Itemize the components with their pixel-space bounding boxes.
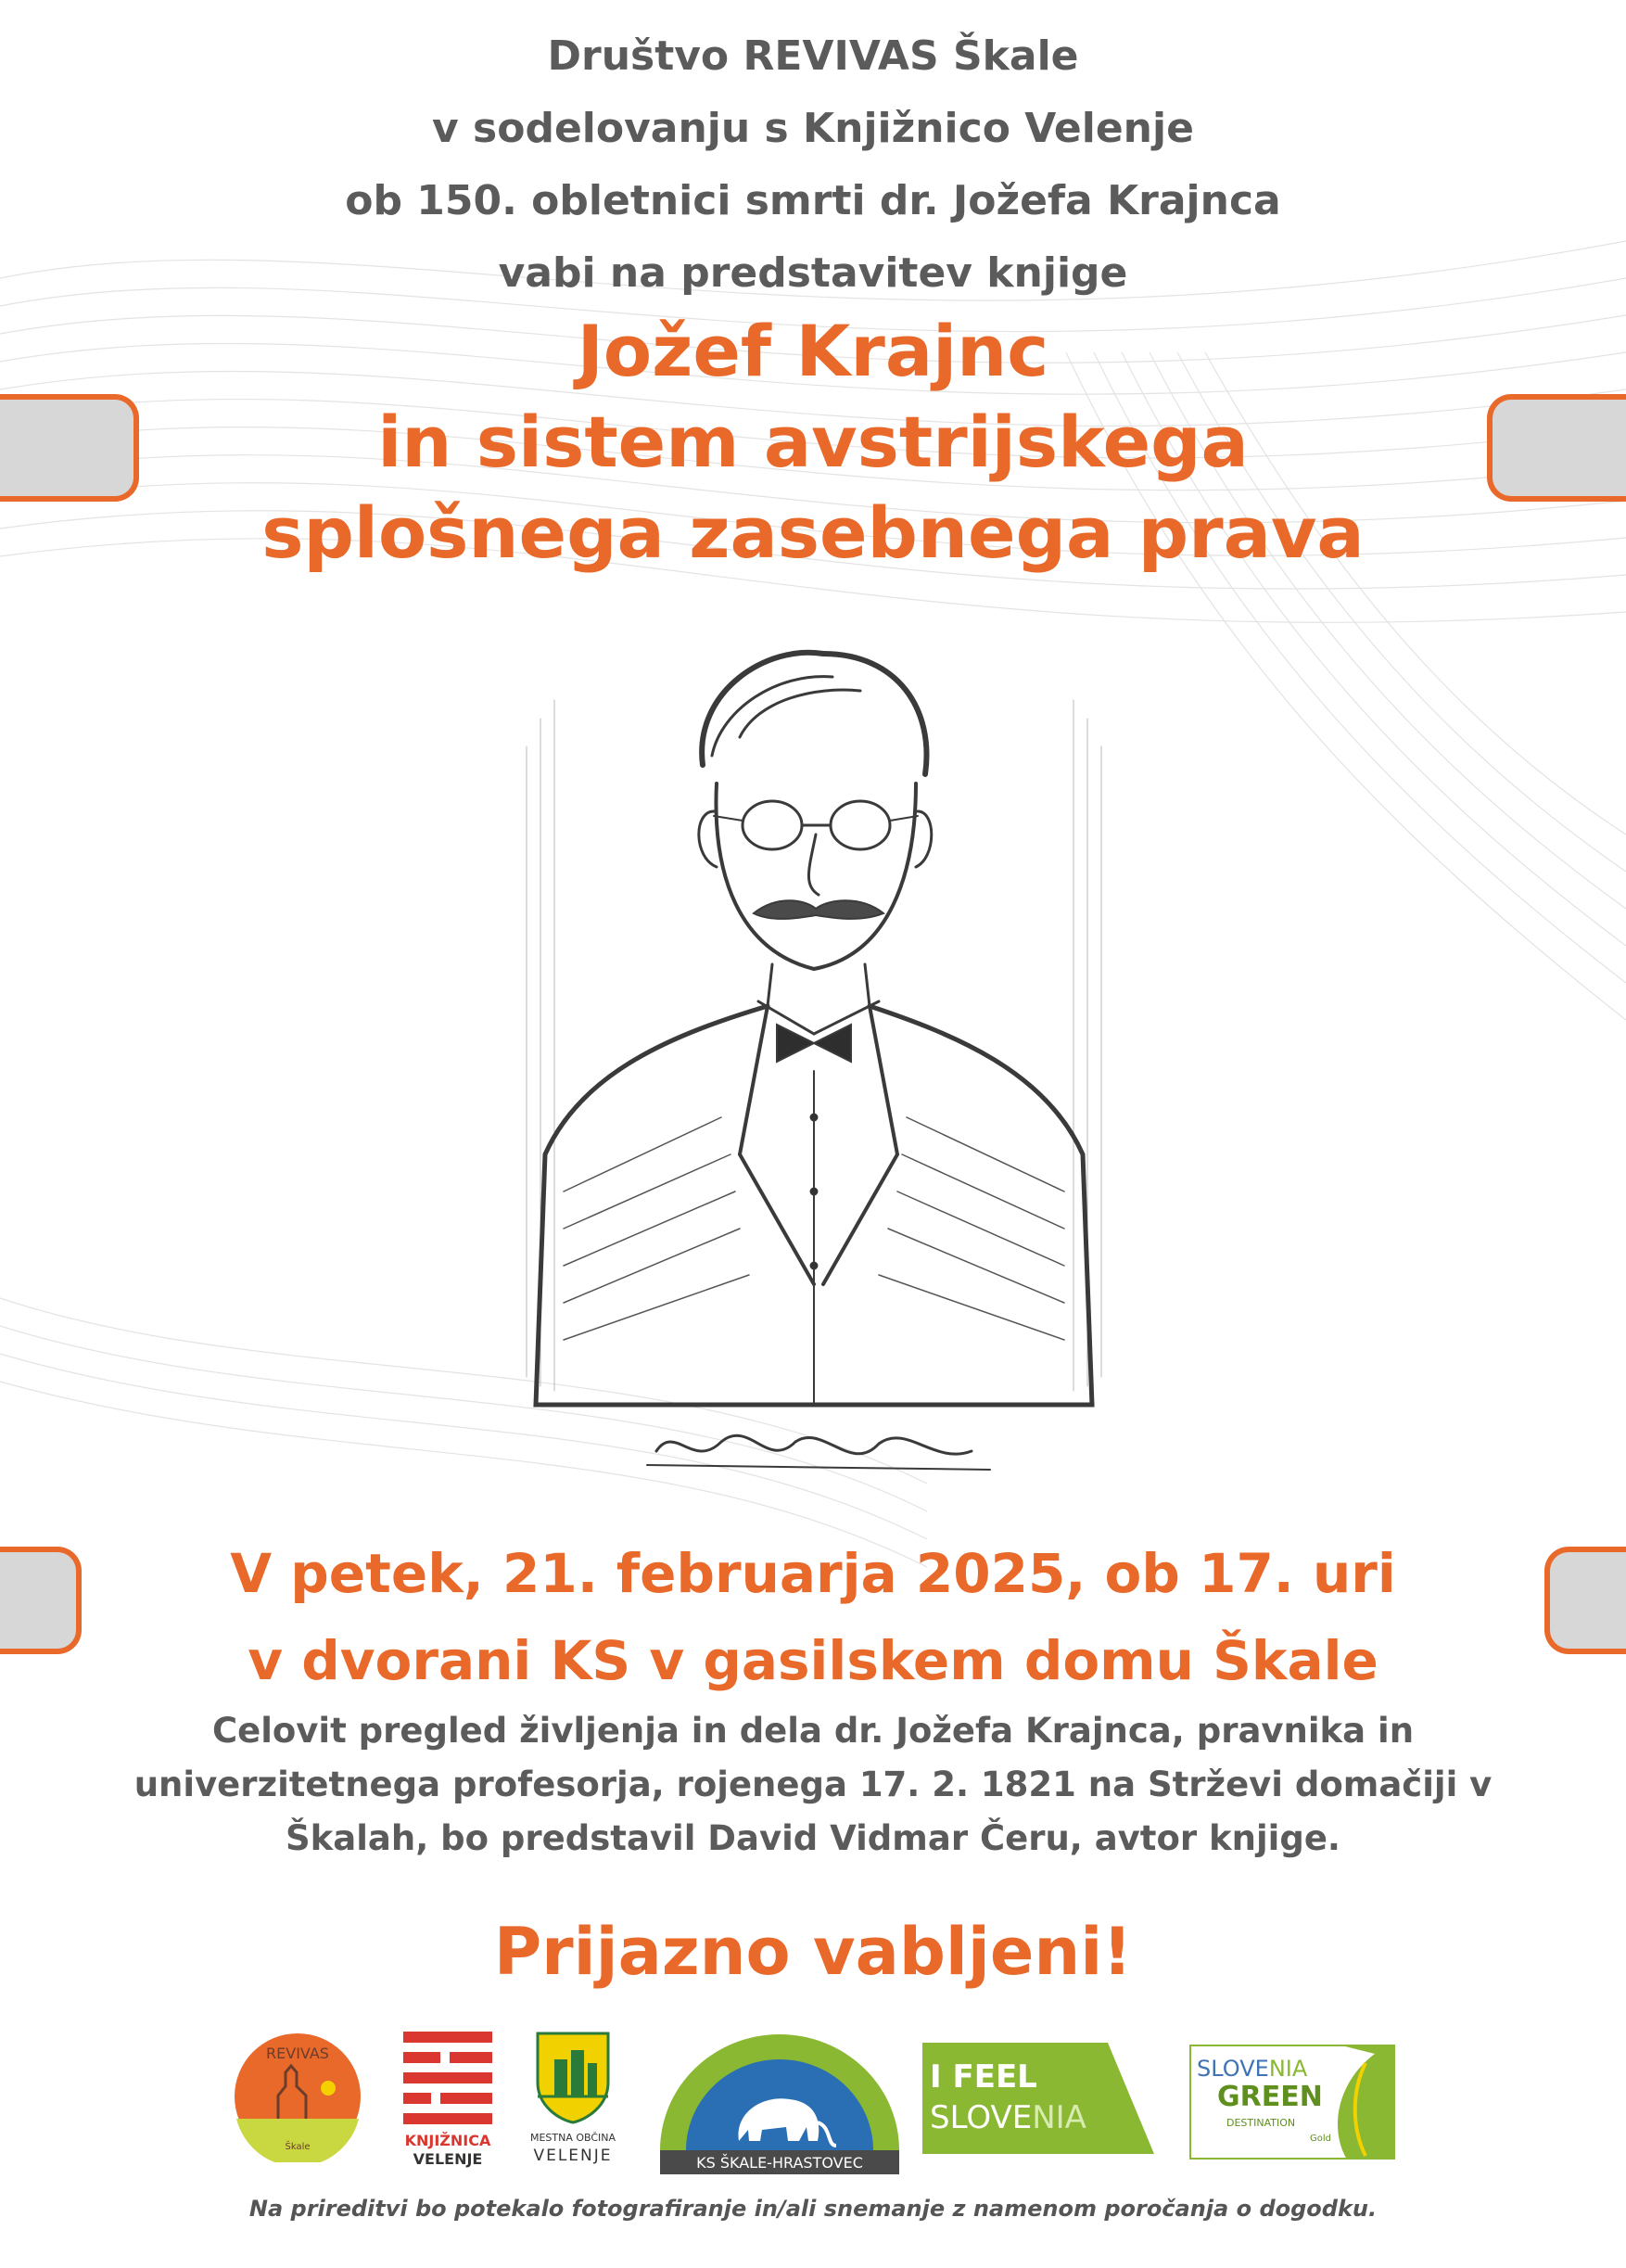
welcome-text: Prijazno vabljeni! [493, 1914, 1133, 1990]
municipality-coat-of-arms [536, 2032, 610, 2124]
intro-line: vabi na predstavitev knjige [498, 249, 1128, 297]
municipality-logo [527, 2032, 619, 2171]
title-line: in sistem avstrijskega [377, 401, 1249, 483]
green-logo-line2: GREEN [1217, 2081, 1323, 2113]
footer-notice: Na prireditvi bo potekalo fotografiranje in/ali snemanje z namenom poročanja o dogodku. [248, 2196, 1378, 2222]
revivas-logo [232, 2031, 363, 2162]
title-line: Jožef Krajnc [577, 310, 1049, 392]
ifeel-logo-line1: I FEEL [930, 2058, 1037, 2096]
intro-line: Društvo REVIVAS Škale [547, 32, 1079, 80]
event-description [83, 1704, 1543, 1866]
slovenia-green-logo [1189, 2045, 1395, 2160]
library-logo-mark [403, 2032, 492, 2124]
description-line: Škalah, bo predstavil David Vidmar Čeru, avtor knjige. [286, 1818, 1340, 1858]
description-line: Celovit pregled življenja in dela dr. Jožefa Krajnca, pravnika in [211, 1711, 1415, 1751]
ks-logo-name: KS ŠKALE-HRASTOVEC [696, 2154, 863, 2172]
ifeel-logo-line2b: NIA [1032, 2099, 1086, 2136]
event-line: V petek, 21. februarja 2025, ob 17. uri [230, 1542, 1396, 1605]
svg-text:SLOVENIA [930, 2099, 1086, 2136]
ifeel-logo-line2a: SLOVE [930, 2099, 1033, 2136]
library-logo-line1: KNJIŽNICA [404, 2132, 491, 2149]
green-logo-line1b: NIA [1268, 2056, 1308, 2082]
event-line: v dvorani KS v gasilskem domu Škale [248, 1629, 1378, 1692]
i-feel-slovenia-logo [922, 2043, 1154, 2154]
svg-text:SLOVENIA [1197, 2056, 1308, 2082]
intro-line: v sodelovanju s Knjižnico Velenje [432, 105, 1194, 152]
revivas-logo-sub: Škale [285, 2142, 311, 2152]
municipality-logo-line2: VELENJE [533, 2147, 613, 2165]
ks-skale-hrastovec-logo [660, 2030, 899, 2174]
green-logo-line1a: SLOVE [1197, 2056, 1269, 2082]
green-logo-line3: DESTINATION [1226, 2117, 1296, 2129]
event-datetime-place [111, 1530, 1515, 1704]
revivas-logo-name: REVIVAS [266, 2045, 329, 2062]
intro-block [185, 20, 1441, 310]
municipality-logo-line1: MESTNA OBČINA [529, 2132, 616, 2144]
library-logo [397, 2032, 499, 2171]
library-logo-line2: VELENJE [413, 2150, 483, 2168]
title-line: splošnega zasebnega prava [261, 491, 1365, 574]
sponsor-logos [0, 2026, 1626, 2174]
portrait-engraving [508, 635, 1120, 1488]
green-logo-line4: Gold [1310, 2134, 1331, 2144]
intro-line: ob 150. obletnici smrti dr. Jožefa Krajnca [345, 177, 1281, 224]
book-title [130, 306, 1496, 579]
description-line: univerzitetnega profesorja, rojenega 17. 2. 1821 na Strževi domačiji v [133, 1765, 1493, 1804]
